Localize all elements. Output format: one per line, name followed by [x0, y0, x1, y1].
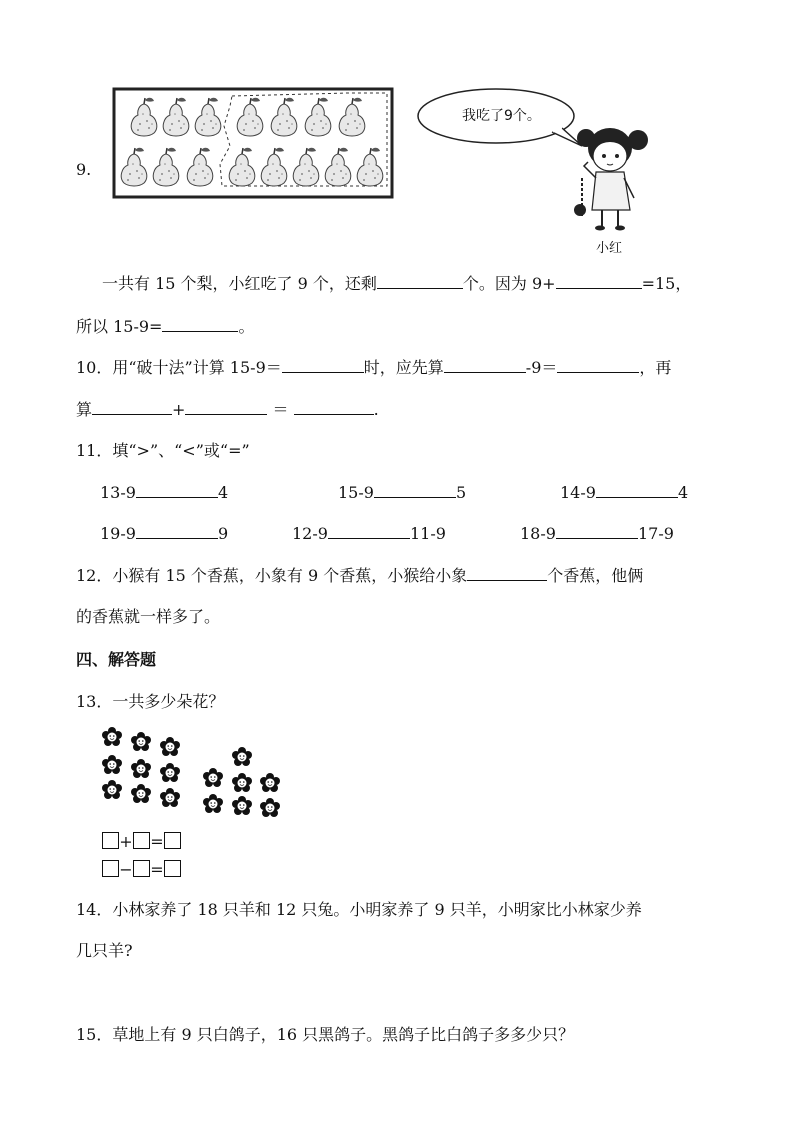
question-9-number: 9.	[76, 160, 92, 179]
question-14-line1: 14．小林家养了 18 只羊和 12 只兔。小明家养了 9 只羊，小明家比小林家少养	[76, 900, 642, 919]
compare-item-1	[100, 483, 228, 503]
q10-text-b: 时，应先算	[363, 358, 444, 377]
q12-blank[interactable]	[467, 566, 547, 581]
plus-sign: +	[119, 832, 133, 851]
q10-blank-third[interactable]	[92, 400, 172, 415]
q9-blank-addend[interactable]	[556, 274, 642, 289]
answer-box[interactable]	[102, 832, 119, 849]
compare-right: 5	[455, 483, 467, 502]
q10-text-a: 10．用“破十法”计算 15-9＝	[76, 358, 282, 377]
q12-text-a: 12．小猴有 15 个香蕉，小象有 9 个香蕉，小猴给小象	[76, 566, 468, 585]
q9-text-e: 。	[238, 317, 255, 336]
compare-left: 19-9	[100, 524, 136, 543]
q10-text-e: 算	[76, 400, 93, 419]
girl-xiaohong-figure	[566, 118, 656, 236]
addition-equation	[102, 832, 181, 852]
question-14-line2: 几只羊?	[76, 941, 133, 960]
compare-blank[interactable]	[328, 524, 410, 539]
compare-right: 9	[217, 524, 229, 543]
compare-right: 17-9	[637, 524, 674, 543]
answer-box[interactable]	[102, 860, 119, 877]
q10-text-h: .	[373, 400, 379, 419]
question-10-line2	[76, 400, 379, 420]
question-15-text: 15．草地上有 9 只白鸽子，16 只黑鸽子。黑鸽子比白鸽子多多少只？	[76, 1025, 575, 1044]
q10-text-f: +	[172, 400, 186, 419]
q10-text-c: -9＝	[525, 358, 558, 377]
q10-text-d: ，再	[639, 358, 672, 377]
answer-box[interactable]	[133, 860, 150, 877]
section-title: 四、解答题	[76, 650, 157, 669]
question-10-line1	[76, 358, 671, 378]
compare-blank[interactable]	[374, 483, 456, 498]
compare-right: 4	[677, 483, 689, 502]
compare-item-6	[520, 524, 674, 544]
compare-left: 13-9	[100, 483, 136, 502]
q9-text-d: 所以 15-9=	[76, 317, 163, 336]
equals-sign: =	[150, 860, 164, 879]
compare-right: 11-9	[409, 524, 446, 543]
equals-sign: =	[150, 832, 164, 851]
q10-blank-second[interactable]	[557, 358, 639, 373]
compare-blank[interactable]	[556, 524, 638, 539]
compare-item-5	[292, 524, 446, 544]
q9-text-b: 个。因为 9+	[462, 274, 556, 293]
answer-box[interactable]	[164, 860, 181, 877]
question-9-line2	[76, 317, 254, 337]
answer-box[interactable]	[133, 832, 150, 849]
compare-right: 4	[217, 483, 229, 502]
compare-left: 14-9	[560, 483, 596, 502]
compare-left: 15-9	[338, 483, 374, 502]
compare-item-2	[338, 483, 466, 503]
question-11-title: 11．填“>”、“<”或“=”	[76, 441, 250, 460]
compare-blank[interactable]	[136, 524, 218, 539]
compare-item-3	[560, 483, 688, 503]
q10-blank-first[interactable]	[444, 358, 526, 373]
girl-label: 小红	[596, 241, 623, 256]
flowers-illustration	[96, 720, 286, 820]
answer-box[interactable]	[164, 832, 181, 849]
speech-text: 我吃了9个。	[462, 108, 541, 124]
question-13-text: 13．一共多少朵花？	[76, 692, 225, 711]
compare-blank[interactable]	[136, 483, 218, 498]
compare-left: 18-9	[520, 524, 556, 543]
compare-left: 12-9	[292, 524, 328, 543]
q10-blank-result[interactable]	[282, 358, 364, 373]
q9-blank-difference[interactable]	[162, 317, 238, 332]
minus-sign: −	[119, 860, 133, 879]
q9-blank-remaining[interactable]	[377, 274, 463, 289]
compare-item-4	[100, 524, 228, 544]
q9-text-c: =15，	[641, 274, 692, 293]
q10-blank-fourth[interactable]	[185, 400, 267, 415]
subtraction-equation	[102, 860, 181, 880]
question-9-line1	[102, 274, 691, 294]
q10-text-g: ＝	[272, 400, 289, 419]
q9-text-a: 一共有 15 个梨，小红吃了 9 个，还剩	[102, 274, 377, 293]
question-12-line1	[76, 566, 643, 586]
q10-blank-fifth[interactable]	[294, 400, 374, 415]
question-12-line2: 的香蕉就一样多了。	[76, 607, 221, 626]
pears-illustration	[112, 86, 396, 200]
compare-blank[interactable]	[596, 483, 678, 498]
q12-text-b: 个香蕉，他俩	[547, 566, 644, 585]
